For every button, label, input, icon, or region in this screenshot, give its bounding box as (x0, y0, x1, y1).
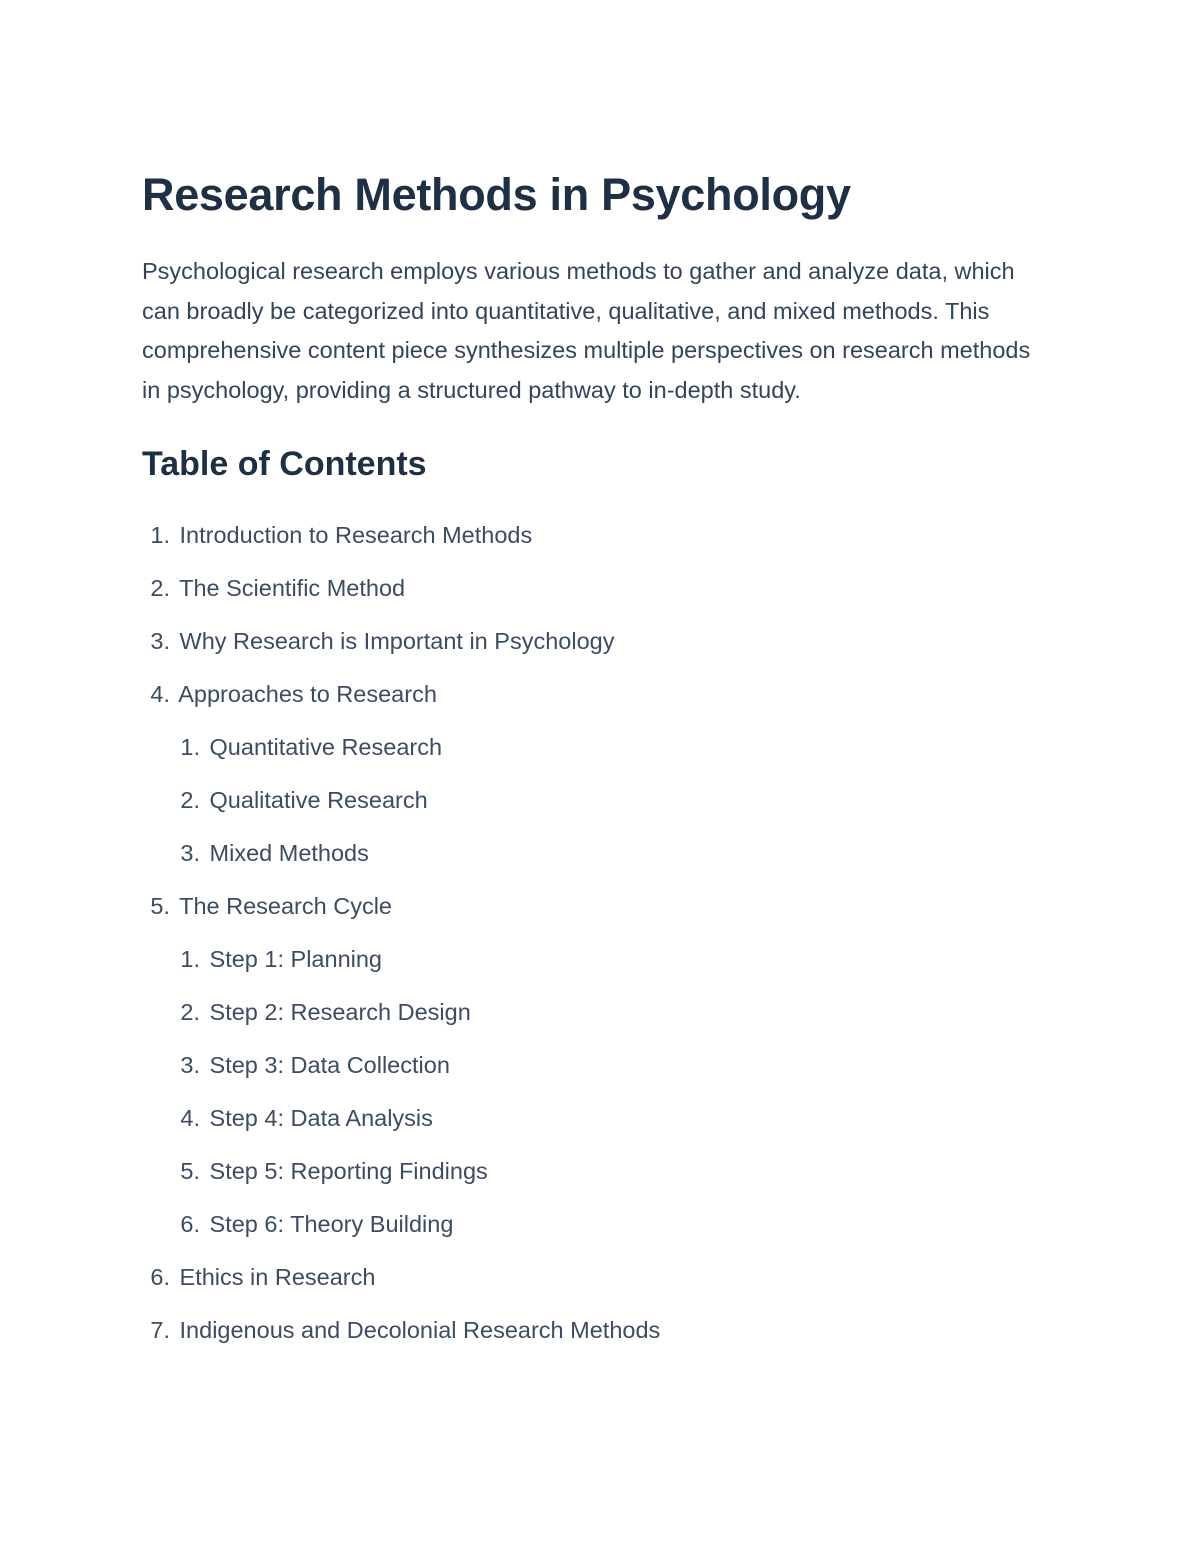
toc-number: 3. (150, 628, 170, 654)
toc-subitem-step-2[interactable] (142, 986, 1042, 1039)
toc-number: 2. (180, 787, 200, 813)
toc-subitem-quantitative[interactable] (142, 721, 1042, 774)
table-of-contents (142, 509, 1042, 1357)
toc-number: 2. (150, 575, 170, 601)
toc-number: 5. (150, 893, 170, 919)
toc-label: Step 3: Data Collection (209, 1052, 450, 1078)
toc-subitem-step-5[interactable] (142, 1145, 1042, 1198)
toc-number: 3. (180, 1052, 200, 1078)
toc-number: 1. (180, 734, 200, 760)
toc-number: 7. (150, 1317, 170, 1343)
document-title: Research Methods in Psychology (142, 169, 851, 220)
toc-label: Qualitative Research (209, 787, 428, 813)
toc-heading: Table of Contents (142, 445, 427, 483)
toc-subitem-step-4[interactable] (142, 1092, 1042, 1145)
toc-number: 5. (180, 1158, 200, 1184)
toc-number: 6. (180, 1211, 200, 1237)
toc-number: 1. (180, 946, 200, 972)
toc-number: 4. (150, 681, 170, 707)
toc-item-research-cycle[interactable] (142, 880, 1042, 933)
toc-label: The Research Cycle (179, 893, 392, 919)
toc-label: Quantitative Research (209, 734, 443, 760)
toc-label: Step 5: Reporting Findings (209, 1158, 488, 1184)
toc-item-why-research[interactable] (142, 615, 1042, 668)
toc-label: Indigenous and Decolonial Research Methods (179, 1317, 661, 1343)
toc-label: Ethics in Research (179, 1264, 376, 1290)
toc-label: Approaches to Research (178, 681, 437, 707)
toc-label: Step 2: Research Design (209, 999, 471, 1025)
toc-number: 1. (150, 522, 170, 548)
intro-paragraph: Psychological research employs various methods to gather and analyze data, which can broadly be categorized into quantitative, qualitative, and mixed methods. This comprehensive content piece synthesizes multiple perspectives on research methods in psychology, providing a structured pathway to in-depth study. (142, 258, 1031, 403)
toc-subitem-step-6[interactable] (142, 1198, 1042, 1251)
toc-item-introduction[interactable] (142, 509, 1042, 562)
toc-number: 6. (150, 1264, 170, 1290)
toc-subitem-mixed-methods[interactable] (142, 827, 1042, 880)
toc-item-ethics[interactable] (142, 1251, 1042, 1304)
toc-label: Introduction to Research Methods (179, 522, 533, 548)
toc-label: Step 4: Data Analysis (209, 1105, 433, 1131)
toc-number: 2. (180, 999, 200, 1025)
toc-item-scientific-method[interactable] (142, 562, 1042, 615)
toc-label: Step 1: Planning (209, 946, 382, 972)
toc-item-indigenous-methods[interactable] (142, 1304, 1042, 1357)
toc-label: The Scientific Method (179, 575, 406, 601)
toc-number: 3. (180, 840, 200, 866)
toc-subitem-qualitative[interactable] (142, 774, 1042, 827)
toc-subitem-step-1[interactable] (142, 933, 1042, 986)
document-page (142, 166, 1042, 1357)
toc-subitem-step-3[interactable] (142, 1039, 1042, 1092)
toc-item-approaches[interactable] (142, 668, 1042, 721)
toc-label: Why Research is Important in Psychology (179, 628, 615, 654)
toc-label: Step 6: Theory Building (209, 1211, 454, 1237)
toc-number: 4. (180, 1105, 200, 1131)
toc-label: Mixed Methods (209, 840, 369, 866)
